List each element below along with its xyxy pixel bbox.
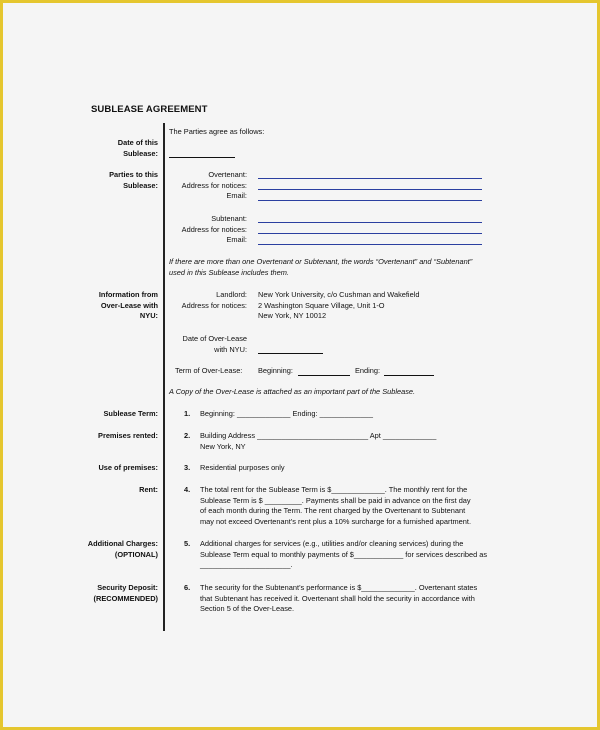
premises-text: Building Address ___________________________ Apt _____________ New York, NY — [200, 431, 437, 451]
additional-charges-text: Additional charges for services (e.g., utilities and/or cleaning services) during the Sublease Term equal to monthly payments of $____________ for services described as ______________________. — [200, 539, 488, 570]
overtenant-address-field[interactable] — [258, 189, 482, 190]
rent-text: The total rent for the Sublease Term is $_____________. The monthly rent for the Sublease Term is $ _________. Payments shall be paid in advance on the first day of each month during the Term. The rent charged by the Overtenant to Subtenant may not exceed Overtenant’s rent plus a 10% surcharge for a furnished apartment. — [200, 485, 472, 526]
overtenant-email-field[interactable] — [258, 200, 482, 201]
overlease-beginning-label: Beginning: — [258, 366, 293, 375]
subtenant-name-field[interactable] — [258, 222, 482, 223]
date-label: Date of this Sublease: — [117, 138, 158, 158]
document-title: SUBLEASE AGREEMENT — [91, 104, 208, 115]
column-divider — [163, 123, 165, 631]
security-deposit-text: The security for the Subtenant’s performance is $_____________. Overtenant states that Subtenant has received it. Overtenant shall hold the security in accordance with Section 5 of the Over-Lease. — [200, 583, 478, 614]
use-text: Residential purposes only — [200, 463, 285, 472]
overlease-date-field[interactable] — [258, 353, 323, 354]
subtenant-address-field[interactable] — [258, 233, 482, 234]
section-number: 1. — [184, 409, 191, 418]
sublease-term-label: Sublease Term: — [103, 409, 158, 418]
overlease-date-label: Date of Over-Lease with NYU: — [182, 334, 247, 354]
sublease-term-text: Beginning: _____________ Ending: _____________ — [200, 409, 374, 418]
date-field[interactable] — [169, 157, 235, 158]
section-number: 6. — [184, 583, 191, 592]
section-number: 4. — [184, 485, 191, 494]
overtenant-name-field[interactable] — [258, 178, 482, 179]
overlease-copy-note: A Copy of the Over-Lease is attached as an important part of the Sublease. — [169, 387, 416, 396]
parties-note: If there are more than one Overtenant or Subtenant, the words “Overtenant” and “Subtenant” used in this Sublease includes them. — [169, 257, 473, 277]
overlease-ending-field[interactable] — [384, 375, 434, 376]
landlord-field-labels: Landlord: Address for notices: — [181, 290, 247, 310]
landlord-values: New York University, c/o Cushman and Wakefield 2 Washington Square Village, Unit 1-O New York, NY 10012 — [258, 290, 420, 321]
intro-text: The Parties agree as follows: — [169, 127, 265, 136]
section-number: 3. — [184, 463, 191, 472]
overtenant-field-labels: Overtenant: Address for notices: Email: — [181, 170, 247, 201]
section-number: 2. — [184, 431, 191, 440]
parties-label: Parties to this Sublease: — [109, 170, 158, 190]
use-label: Use of premises: — [98, 463, 158, 472]
overlease-term-label: Term of Over-Lease: — [175, 366, 243, 375]
overlease-ending-label: Ending: — [355, 366, 381, 375]
rent-label: Rent: — [139, 485, 158, 494]
overlease-beginning-field[interactable] — [298, 375, 350, 376]
security-deposit-label: Security Deposit: (RECOMMENDED) — [93, 583, 158, 603]
additional-charges-label: Additional Charges: (OPTIONAL) — [87, 539, 158, 559]
section-number: 5. — [184, 539, 191, 548]
subtenant-field-labels: Subtenant: Address for notices: Email: — [181, 214, 247, 245]
subtenant-email-field[interactable] — [258, 244, 482, 245]
premises-label: Premises rented: — [98, 431, 158, 440]
overlease-label: Information from Over-Lease with NYU: — [98, 290, 158, 321]
